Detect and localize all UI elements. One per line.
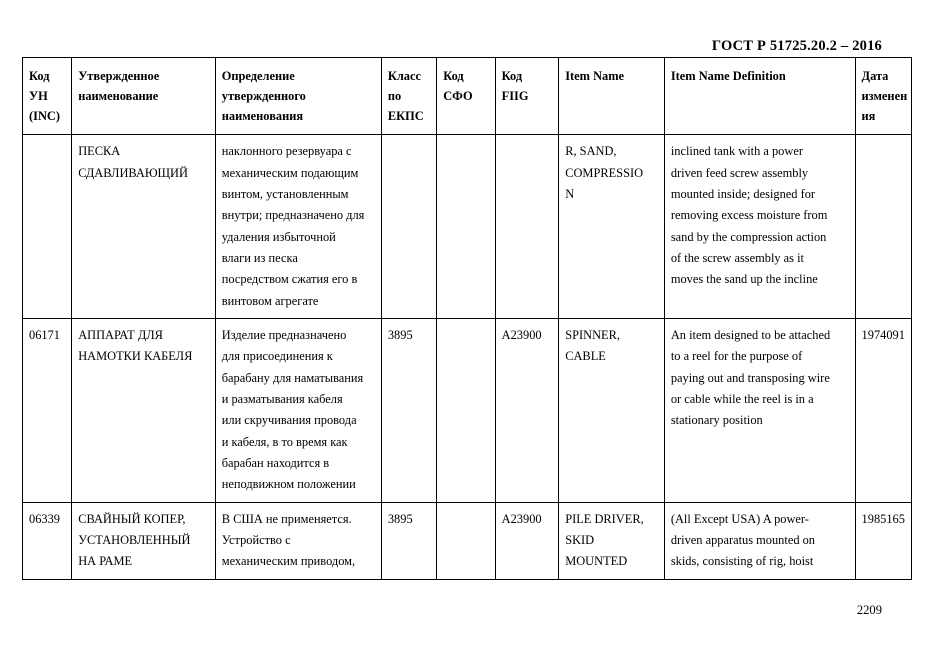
table-header [23, 58, 912, 135]
table-cell-code_un_inc: 06171 [23, 318, 72, 502]
table-header-row [23, 58, 912, 135]
table-cell-item_name: R, SAND, COMPRESSIO N [559, 135, 665, 319]
table-cell-code_sfo [437, 502, 495, 579]
column-header-code-sfo: Код СФО [437, 58, 495, 135]
table-cell-item_name: PILE DRIVER, SKID MOUNTED [559, 502, 665, 579]
table-cell-code_sfo [437, 318, 495, 502]
table-cell-approved_name: ПЕСКА СДАВЛИВАЮЩИЙ [72, 135, 216, 319]
table-cell-code_un_inc [23, 135, 72, 319]
table-cell-approved_name: СВАЙНЫЙ КОПЕР, УСТАНОВЛЕННЫЙ НА РАМЕ [72, 502, 216, 579]
column-header-code-un-inc: Код УН (INC) [23, 58, 72, 135]
table-row [23, 318, 912, 502]
table-row [23, 135, 912, 319]
table-cell-change_date: 1985165 [855, 502, 911, 579]
column-header-item-name: Item Name [559, 58, 665, 135]
column-header-change-date: Дата изменен ия [855, 58, 911, 135]
table-cell-item_name: SPINNER, CABLE [559, 318, 665, 502]
table-cell-code_fiig [495, 135, 559, 319]
document-header: ГОСТ Р 51725.20.2 – 2016 [711, 38, 882, 54]
table-row [23, 502, 912, 579]
table-cell-class_ekps: 3895 [381, 318, 436, 502]
table-cell-definition: наклонного резервуара с механическим подающим винтом, установленным внутри; предназначено для удаления избыточной влаги из песка посредством сжатия его в винтовом агрегате [215, 135, 381, 319]
column-header-item-name-definition: Item Name Definition [664, 58, 855, 135]
column-header-code-fiig: Код FIIG [495, 58, 559, 135]
page-number: 2209 [856, 603, 882, 617]
table-cell-code_sfo [437, 135, 495, 319]
table-cell-change_date: 1974091 [855, 318, 911, 502]
table-cell-class_ekps: 3895 [381, 502, 436, 579]
table-cell-code_un_inc: 06339 [23, 502, 72, 579]
table-cell-code_fiig: A23900 [495, 502, 559, 579]
table-cell-change_date [855, 135, 911, 319]
table-cell-class_ekps [381, 135, 436, 319]
standards-table [22, 57, 912, 580]
column-header-approved-name: Утвержденное наименование [72, 58, 216, 135]
table-body [23, 135, 912, 579]
table-cell-code_fiig: A23900 [495, 318, 559, 502]
table-cell-approved_name: АППАРАТ ДЛЯ НАМОТКИ КАБЕЛЯ [72, 318, 216, 502]
column-header-class-ekps: Класс по ЕКПС [381, 58, 436, 135]
table-cell-item_name_definition: An item designed to be attached to a reel for the purpose of paying out and transposing wire or cable while the reel is in a stationary position [664, 318, 855, 502]
table-cell-item_name_definition: inclined tank with a power driven feed screw assembly mounted inside; designed for removing excess moisture from sand by the compression action of the screw assembly as it moves the sand up the incline [664, 135, 855, 319]
table-cell-definition: В США не применяется. Устройство с механическим приводом, [215, 502, 381, 579]
table-cell-item_name_definition: (All Except USA) A power- driven apparatus mounted on skids, consisting of rig, hoist [664, 502, 855, 579]
table-cell-definition: Изделие предназначено для присоединения к барабану для наматывания и разматывания кабеля или скручивания провода и кабеля, в то время как барабан находится в неподвижном положении [215, 318, 381, 502]
column-header-definition: Определение утвержденного наименования [215, 58, 381, 135]
